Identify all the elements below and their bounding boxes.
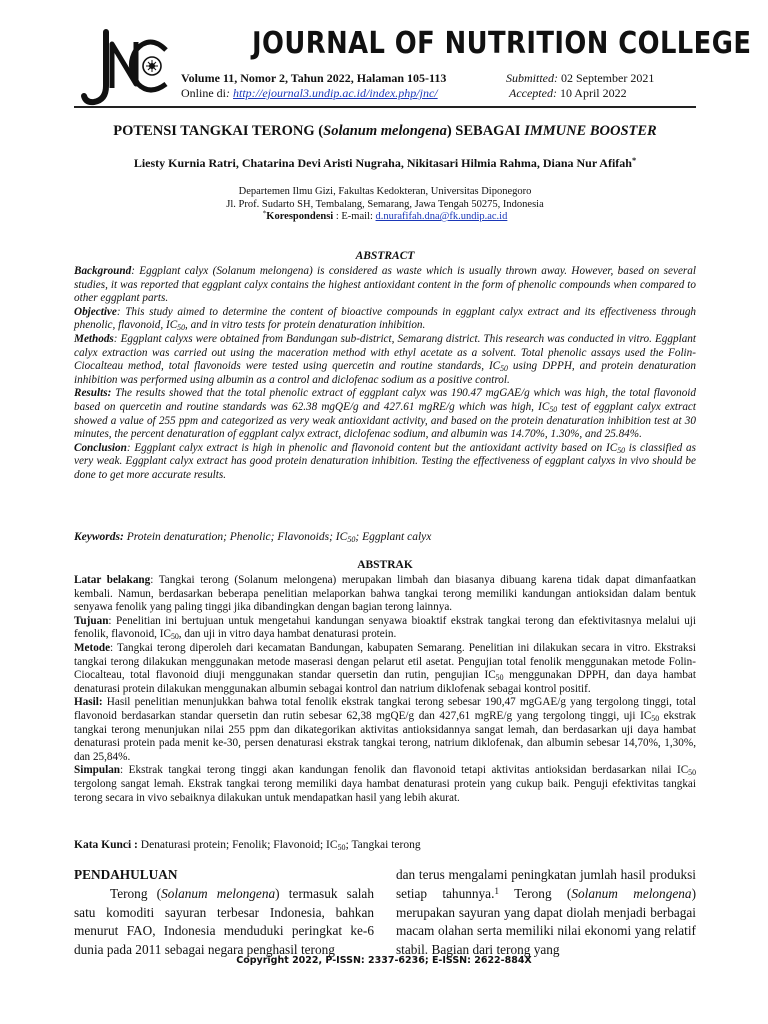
- submitted-label: Submitted:: [506, 71, 558, 85]
- keywords-text-2: ; Eggplant calyx: [355, 531, 432, 543]
- abstrak-hasil: [74, 696, 696, 764]
- ic50-subscript: 50: [688, 768, 696, 778]
- ic50-subscript: 50: [495, 673, 504, 683]
- tujuan-label: Tujuan: [74, 614, 109, 627]
- ic50-subscript: 50: [337, 843, 346, 852]
- keywords-label: Keywords:: [74, 531, 124, 543]
- tujuan-text-2: , dan uji in vitro daya hambat denaturasi protein.: [178, 628, 397, 641]
- author-list: [74, 156, 696, 171]
- abstract-background: [74, 265, 696, 306]
- header-divider: [74, 106, 696, 108]
- online-line: Online di: http://ejournal3.undip.ac.id/index.php/jnc/: [181, 86, 438, 100]
- correspondence-label: Korespondensi: [266, 211, 334, 222]
- right-text-1: dan terus mengalami peningkatan jumlah hasil produksi setiap tahunnya.: [396, 867, 696, 901]
- metode-text-2: menggunakan DPPH, dan daya hambat denaturasi protein dilakukan menggunakan albumin sebagai kontrol dan natrium diklofenak sebagai kontrol positif.: [74, 669, 697, 695]
- metode-label: Metode: [74, 641, 111, 654]
- kata-kunci-label: Kata Kunci :: [74, 839, 138, 851]
- ic50-subscript: 50: [170, 632, 179, 642]
- kata-kunci-text-1: Denaturasi protein; Fenolik; Flavonoid; IC: [137, 839, 338, 851]
- ic50-subscript: 50: [549, 404, 558, 414]
- objective-text-2: , and in vitro tests for protein denaturation inhibition.: [185, 319, 426, 332]
- latar-text: : Tangkai terong (Solanum melongena) merupakan limbah dan biasanya dibuang karena tidak dapat dimanfaatkan kembali. Namun, berdasarkan beberapa penelitian melaporkan bahwa tangkai terong memiliki kandungan antioksidan dalam bentuk senyawa fenolik yang paling tinggi jika dibandingkan dengan bagian terong lainnya.: [74, 574, 696, 614]
- results-text-2: test of eggplant calyx extract showed a value of 255 ppm and categorized as very weak antioxidant activity, and based on the protein denaturation inhibition test at 30 minutes, the percent denaturation of eggplant calyx extract, diclofenac sodium, and albumin was 14.70%, 1.30%, and 25.84%.: [74, 400, 696, 441]
- latar-label: Latar belakang: [74, 574, 151, 586]
- hasil-text-2: ekstrak tangkai terong menunjukan nilai 255 ppm dan dikategorikan aktivitas antioksidannya sangat lemah, dan berdasarkan uji daya hambat denaturasi protein pada menit ke-30, persen denaturasi ekstrak tangkai terong, natrium diklofenak, dan albumin sebesar 14,70%, 1,30%, dan 25,84%.: [74, 709, 696, 763]
- keywords-line: [74, 531, 696, 543]
- copyright-footer: Copyright 2022, P-ISSN: 2337-6236; E-ISSN: 2622-884X: [236, 955, 532, 966]
- left-species: Solanum melongena: [161, 885, 276, 901]
- results-text-1: The results showed that the total phenolic extract of eggplant calyx was 190.47 mgGAE/g which was high, the total flavonoid based on quercetin and routine standards was 62.38 mgQE/g and 427.61 mgRE/g which was high, IC: [74, 387, 696, 413]
- email-label: : E-mail:: [333, 211, 376, 222]
- correspondence-email-link[interactable]: d.nurafifah.dna@fk.undip.ac.id: [375, 211, 508, 222]
- reference-mark: 1: [494, 886, 500, 897]
- conclusion-text-2: is classified as very weak. Eggplant calyx extract has good protein denaturation inhibition. Testing the effectiveness of eggplant calyxs in vivo should be done to get more accurate results.: [74, 441, 696, 481]
- accepted-line: [506, 86, 627, 101]
- accepted-date: 10 April 2022: [559, 86, 627, 100]
- left-text-2: ) termasuk salah satu komoditi sayuran terbesar Indonesia, bahkan menurut FAO, Indonesia menduduki peringkat ke-6 dunia pada 2011 sebagai negara penghasil terong: [74, 885, 374, 958]
- author-mark: *: [631, 156, 637, 166]
- ic50-subscript: 50: [177, 323, 185, 333]
- metode-text-1: : Tangkai terong diperoleh dari kecamatan Bandungan, kabupaten Semarang. Penelitian ini dilakukan secara in vitro. Ekstraksi tangkai terong dilakukan menggunakan metode maserasi dengan pelarut etil asetat. Pengujian total fenolik menggunakan metode Folin-Ciocalteau, total flavonoid diuji menggunakan standar quersetin dan rutin, pengujian IC: [74, 641, 696, 682]
- body-column-right: [396, 866, 696, 960]
- conclusion-text-1: : Eggplant calyx extract is high in phenolic and flavonoid content but the antioxidant activity based on IC: [126, 441, 618, 454]
- accepted-label: Accepted:: [509, 86, 557, 100]
- abstract-objective: [74, 306, 696, 333]
- article-title: [74, 123, 696, 140]
- kata-kunci-text-2: ; Tangkai terong: [345, 839, 421, 851]
- affiliation-department: Departemen Ilmu Gizi, Fakultas Kedokteran, Universitas Diponegoro: [238, 186, 532, 197]
- abstract-heading: ABSTRACT: [355, 250, 415, 262]
- abstrak-metode: [74, 642, 696, 696]
- abstrak-simpulan: [74, 764, 696, 805]
- ic50-subscript: 50: [347, 535, 356, 544]
- journal-url-link[interactable]: http://ejournal3.undip.ac.id/index.php/jnc/: [233, 86, 438, 100]
- right-text-3: ) merupakan sayuran yang dapat diolah menjadi berbagai macam olahan serta memiliki nilai ekonomi yang relatif stabil. Bagian dari terong yang: [396, 885, 696, 958]
- hasil-label: Hasil:: [74, 696, 103, 709]
- ic50-subscript: 50: [617, 445, 626, 455]
- abstract-conclusion: [74, 442, 696, 483]
- abstrak-heading: ABSTRAK: [357, 559, 413, 571]
- methods-text-1: : Eggplant calyxs were obtained from Bandungan sub-district, Semarang district. This research was conducted in vitro. Eggplant calyx extraction was carried out using the maceration method with ethyl acetate as a solvent. Total phenolic assays used the Folin-Ciocalteau method, total flavonoids were tested using quercetin and routine standards, IC: [74, 332, 696, 373]
- title-species: Solanum melongena: [323, 123, 447, 139]
- right-text-2: Terong (: [499, 885, 572, 901]
- ic50-subscript: 50: [651, 713, 660, 723]
- abstract-english: [74, 265, 696, 483]
- authors-text: Liesty Kurnia Ratri, Chatarina Devi Aristi Nugraha, Nikitasari Hilmia Rahma, Diana Nur Afifah: [133, 156, 632, 170]
- left-text-1: Terong (: [110, 885, 162, 901]
- keywords-text-1: Protein denaturation; Phenolic; Flavonoids; IC: [123, 531, 348, 543]
- body-paragraph-left: [74, 885, 374, 960]
- hasil-text-1: Hasil penelitian menunjukkan bahwa total fenolik ekstrak tangkai terong sebesar 190,47 mgGAE/g yang tergolong tinggi, total flavonoid berdasarkan standar quersetin dan rutin sebesar 62,38 mgQE/g dan 427,61 mgRE/g yang tergolong tinggi, uji IC: [74, 696, 696, 722]
- online-label: Online di: [181, 86, 226, 100]
- background-text: : Eggplant calyx (Solanum melongena) is considered as waste which is usually thrown away. However, based on several studies, it was reported that eggplant calyx contains the highest antioxidant content in the form of phenolic compounds when compared to other eggplant parts.: [74, 265, 696, 305]
- correspondence-mark: *: [262, 208, 267, 218]
- simpulan-text-2: tergolong sangat lemah. Ekstrak tangkai terong memiliki daya hambat denaturasi protein yang cukup baik. Penguji efektivitas tangkai terong secara in vivo sebaiknya dilakukan untuk mendapatkan hasil yang lebih akurat.: [74, 777, 696, 804]
- background-label: Background: [74, 265, 132, 277]
- volume-line: Volume 11, Nomor 2, Tahun 2022, Halaman 105-113: [181, 71, 447, 85]
- simpulan-label: Simpulan: [74, 764, 121, 777]
- tujuan-text-1: : Penelitian ini bertujuan untuk mengetahui kandungan senyawa bioaktif ekstrak tangkai terong dan efektivitasnya melalui uji fenolik, flavonoid, IC: [74, 614, 696, 641]
- conclusion-label: Conclusion: [74, 441, 127, 454]
- abstrak-tujuan: [74, 615, 696, 642]
- simpulan-text-1: : Ekstrak tangkai terong tinggi akan kandungan fenolik dan flavonoid tetapi aktivitas antioksidan berdasarkan nilai IC: [120, 764, 689, 777]
- abstrak-latar: [74, 574, 696, 615]
- correspondence-line: [74, 208, 696, 222]
- title-part-1: POTENSI TANGKAI TERONG (: [113, 123, 324, 139]
- submitted-date: 02 September 2021: [561, 71, 655, 85]
- methods-label: Methods: [74, 332, 114, 345]
- journal-logo: [80, 26, 172, 110]
- title-part-2: ) SEBAGAI: [446, 123, 525, 139]
- kata-kunci-line: [74, 839, 696, 851]
- abstract-methods: [74, 333, 696, 387]
- title-part-3: IMMUNE BOOSTER: [524, 123, 657, 139]
- results-label: Results:: [74, 387, 112, 400]
- body-paragraph-right: [396, 866, 696, 960]
- submitted-line: [506, 71, 654, 86]
- body-column-left: [74, 866, 374, 960]
- abstract-indonesian: [74, 574, 696, 805]
- objective-label: Objective: [74, 305, 117, 318]
- methods-text-2: using DPPH, and protein denaturation inhibition was performed using albumin as a control and diclofenac sodium as a positive control.: [74, 360, 696, 386]
- affiliation-address: Jl. Prof. Sudarto SH, Tembalang, Semarang, Jawa Tengah 50275, Indonesia: [226, 199, 544, 210]
- abstract-results: [74, 387, 696, 441]
- objective-text-1: : This study aimed to determine the content of bioactive compounds in eggplant calyx extract and its effectiveness through phenolic, flavonoid, IC: [74, 305, 696, 332]
- right-species: Solanum melongena: [571, 885, 692, 901]
- ic50-subscript: 50: [500, 364, 508, 374]
- journal-title: JOURNAL OF NUTRITION COLLEGE: [252, 26, 752, 61]
- section-heading-pendahuluan: PENDAHULUAN: [74, 867, 178, 882]
